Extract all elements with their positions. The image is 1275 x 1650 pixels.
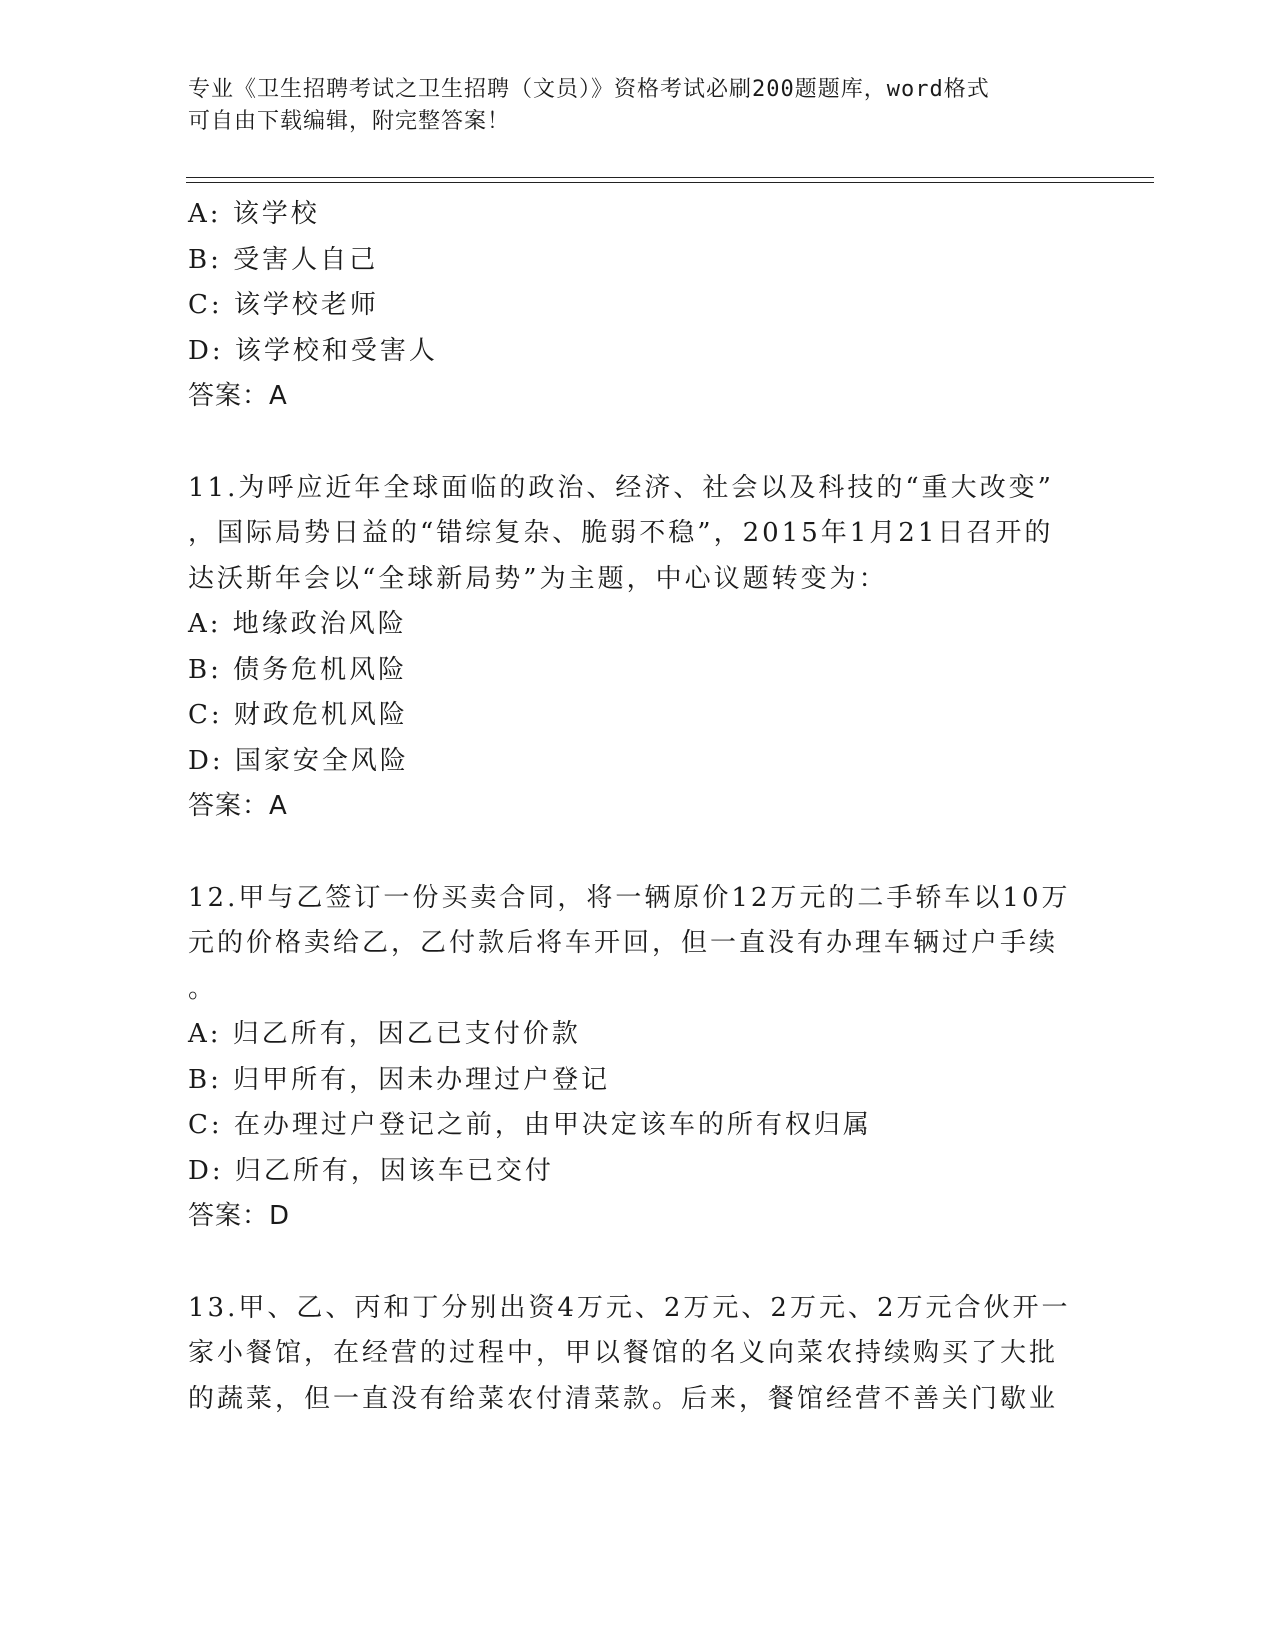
question-12-answer: 答案：D	[188, 1201, 291, 1231]
option-d: D: 该学校和受害人	[188, 335, 438, 366]
question-12-options	[188, 1012, 1088, 1194]
option-b: B: 受害人自己	[188, 244, 379, 275]
option-c: C: 该学校老师	[188, 290, 379, 320]
question-stem-line: 。	[188, 973, 218, 1004]
question-12-stem	[188, 876, 1088, 1013]
question-11-stem	[188, 466, 1088, 603]
option-a: A: 归乙所有，因乙已支付价款	[188, 1019, 581, 1049]
question-stem-line: ，国际局势日益的“错综复杂、脆弱不稳”，2015年1月21日召开的	[188, 518, 1054, 548]
question-stem-line: 13.甲、乙、丙和丁分别出资4万元、2万元、2万元、2万元合伙开一	[188, 1292, 1071, 1323]
spacer	[188, 830, 1088, 876]
question-stem-line: 达沃斯年会以“全球新局势”为主题，中心议题转变为：	[188, 563, 888, 594]
question-stem-line: 元的价格卖给乙，乙付款后将车开回，但一直没有办理车辆过户手续	[188, 928, 1059, 958]
question-content	[188, 192, 1088, 1422]
header-title-line-1: 专业《卫生招聘考试之卫生招聘（文员）》资格考试必刷200题题库，word格式	[188, 77, 990, 102]
document-header	[188, 74, 1068, 138]
question-10-options	[188, 192, 1088, 374]
option-c: C: 财政危机风险	[188, 700, 408, 730]
question-11-options	[188, 602, 1088, 784]
option-b: B: 债务危机风险	[188, 654, 408, 685]
header-divider-top	[186, 177, 1154, 178]
question-stem-line: 的蔬菜，但一直没有给菜农付清菜款。后来，餐馆经营不善关门歇业	[188, 1383, 1059, 1414]
header-divider-bottom	[186, 182, 1154, 183]
option-d: D: 归乙所有，因该车已交付	[188, 1155, 554, 1186]
option-a: A: 地缘政治风险	[188, 609, 407, 639]
spacer	[188, 420, 1088, 466]
option-c: C: 在办理过户登记之前，由甲决定该车的所有权归属	[188, 1110, 872, 1140]
question-stem-line: 家小餐馆，在经营的过程中，甲以餐馆的名义向菜农持续购买了大批	[188, 1338, 1059, 1368]
question-stem-line: 12.甲与乙签订一份买卖合同，将一辆原价12万元的二手轿车以10万	[188, 882, 1071, 913]
option-d: D: 国家安全风险	[188, 745, 409, 776]
header-title-line-2: 可自由下载编辑，附完整答案！	[188, 109, 511, 134]
option-b: B: 归甲所有，因未办理过户登记	[188, 1064, 611, 1095]
question-10-answer: 答案：A	[188, 381, 288, 411]
spacer	[188, 1240, 1088, 1286]
question-13-stem	[188, 1286, 1088, 1423]
question-stem-line: 11.为呼应近年全球面临的政治、经济、社会以及科技的“重大改变”	[188, 472, 1054, 503]
question-11-answer: 答案：A	[188, 791, 288, 821]
option-a: A: 该学校	[188, 199, 320, 229]
